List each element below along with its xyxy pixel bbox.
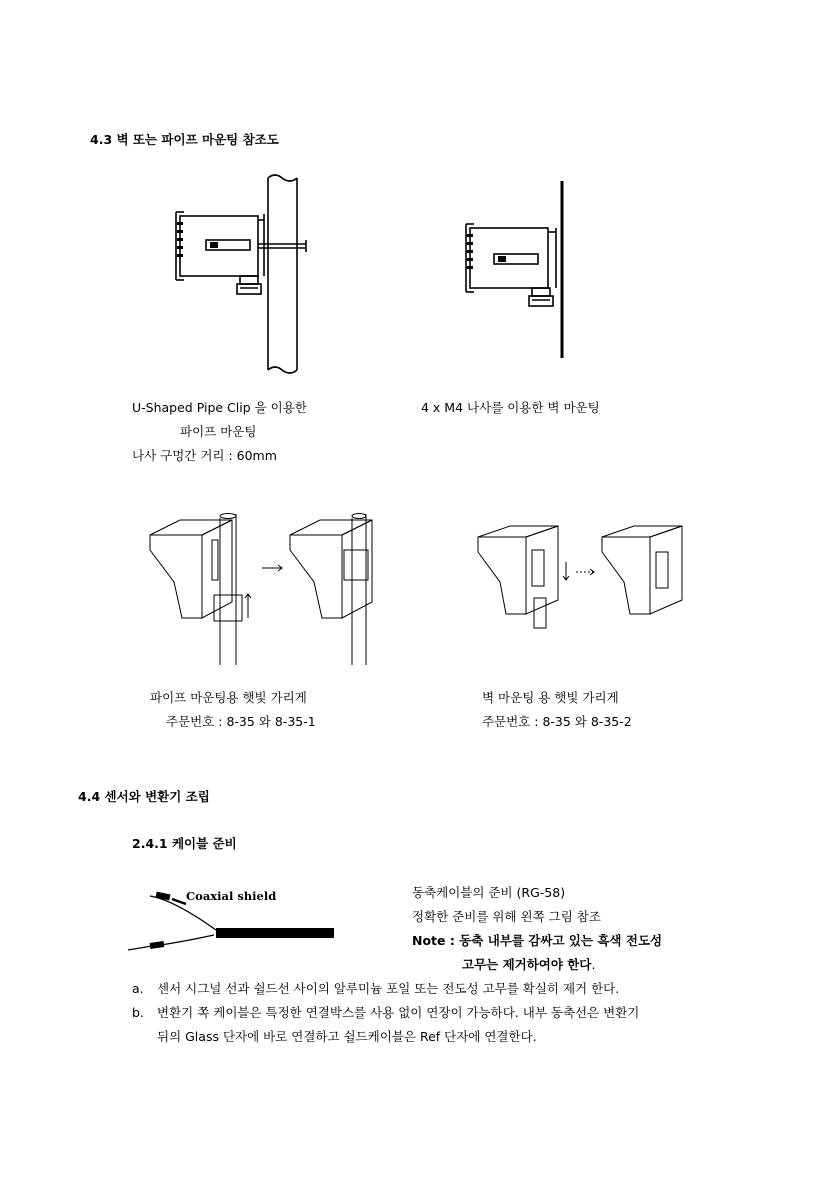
coaxial-shield-label: Coaxial shield — [186, 889, 277, 903]
cable-note-period: . — [591, 957, 596, 972]
list-marker: b. — [132, 1005, 144, 1020]
section-4-4-title: 4.4 센서와 변환기 조립 — [78, 789, 210, 804]
list-item-continuation: 뒤의 Glass 단자에 바로 연결하고 쉴드케이블은 Ref 단자에 연결한다. — [157, 1029, 537, 1044]
pipe-hood-caption-line-2: 주문번호 : 8-35 와 8-35-1 — [166, 714, 316, 729]
list-item — [132, 1003, 639, 1021]
list-item — [132, 979, 619, 997]
pipe-caption-line-3: 나사 구멍간 거리 : 60mm — [132, 448, 277, 463]
cable-note-line-1: Note : 동축 내부를 감싸고 있는 흑색 전도성 — [412, 933, 663, 948]
list-marker: a. — [132, 981, 144, 996]
wall-hood-figure — [470, 522, 690, 642]
list-item-text: 센서 시그널 선과 쉴드선 사이의 알루미늄 포일 또는 전도성 고무를 확실히 제거 한다. — [157, 981, 620, 996]
coaxial-cable-figure — [128, 880, 343, 960]
pipe-hood-caption-line-1: 파이프 마운팅용 햇빛 가리게 — [150, 690, 307, 705]
cable-text-line-1: 동축케이블의 준비 (RG-58) — [412, 885, 566, 900]
wall-hood-caption-line-1: 벽 마운팅 용 햇빛 가리게 — [482, 690, 619, 705]
pipe-caption-line-1: U-Shaped Pipe Clip 을 이용한 — [132, 400, 307, 415]
list-item-text: 변환기 쪽 케이블은 특정한 연결박스를 사용 없이 연장이 가능하다. 내부 동축선은 변환기 — [157, 1005, 640, 1020]
cable-text-line-2: 정확한 준비를 위해 왼쪽 그림 참조 — [412, 909, 601, 924]
pipe-mount-figure — [170, 170, 320, 375]
pipe-hood-figure — [140, 510, 380, 670]
pipe-caption-line-2: 파이프 마운팅 — [180, 424, 257, 439]
wall-mount-figure — [460, 178, 580, 363]
section-2-4-1-title: 2.4.1 케이블 준비 — [132, 836, 237, 851]
cable-note-line-2: 고무는 제거하여야 한다 — [462, 957, 592, 972]
section-4-3-title: 4.3 벽 또는 파이프 마운팅 참조도 — [90, 132, 279, 147]
wall-caption-line-1: 4 x M4 나사를 이용한 벽 마운팅 — [421, 400, 600, 415]
cable-note-line-2-wrap — [462, 955, 595, 973]
wall-hood-caption-line-2: 주문번호 : 8-35 와 8-35-2 — [482, 714, 632, 729]
